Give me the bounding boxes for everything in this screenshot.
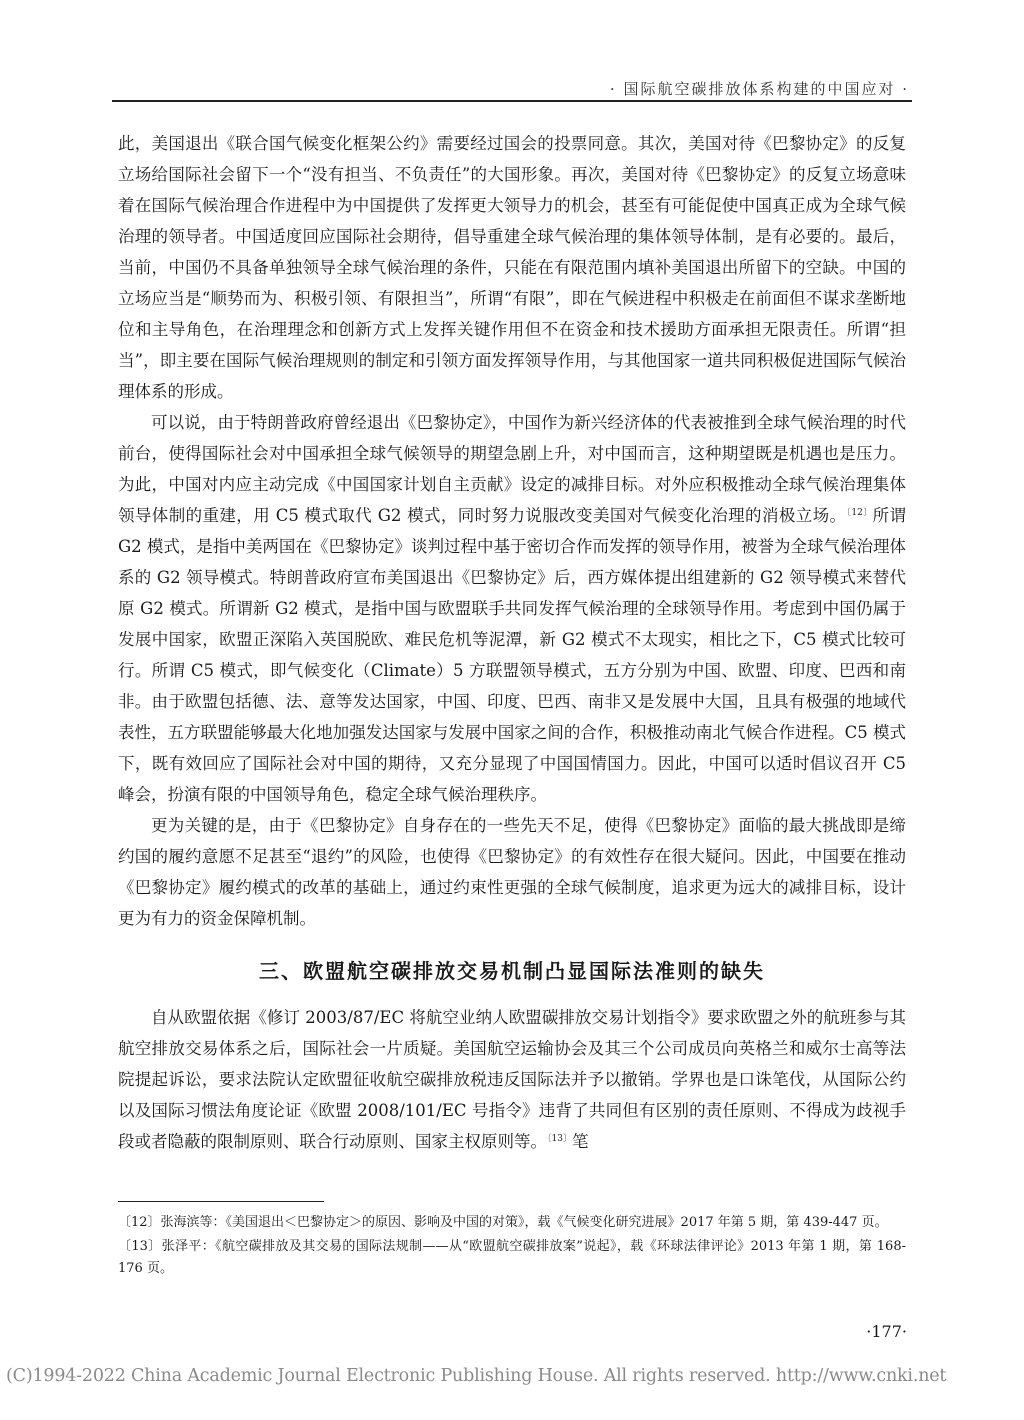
footnote: 〔13〕张泽平：《航空碳排放及其交易的国际法规制——从“欧盟航空碳排放案”说起》，载《环球法律评论》2013 年第 1 期，第 168-176 页。 xyxy=(118,1239,906,1276)
paragraph: 此，美国退出《联合国气候变化框架公约》需要经过国会的投票同意。其次，美国对待《巴黎协定》的反复立场给国际社会留下一个“没有担当、不负责任”的大国形象。再次，美国对待《巴黎协定》的反复立场意味着在国际气候治理合作进程中为中国提供了发挥更大领导力的机会，甚至有可能促使中国真正成为全球气候治理的领导者。中国适度回应国际社会期待，倡导重建全球气候治理的集体领导体制，是有必要的。最后，当前，中国仍不具备单独领导全球气候治理的条件，只能在有限范围内填补美国退出所留下的空缺。中国的立场应当是“顺势而为、积极引领、有限担当”，所谓“有限”，即在气候进程中积极走在前面但不谋求垄断地位和主导角色，在治理理念和创新方式上发挥关键作用但不在资金和技术援助方面承担无限责任。所谓“担当”，即主要在国际气候治理规则的制定和引领方面发挥领导作用，与其他国家一道共同积极促进国际气候治理体系的形成。 xyxy=(118,134,906,401)
paragraph xyxy=(118,1002,906,1157)
header-rule xyxy=(112,100,912,102)
article-body xyxy=(118,128,906,1157)
paragraph-text: 笔 xyxy=(571,1132,589,1151)
page-number: ·177· xyxy=(866,1322,907,1341)
paragraph: 更为关键的是，由于《巴黎协定》自身存在的一些先天不足，使得《巴黎协定》面临的最大挑战即是缔约国的履约意愿不足甚至“退约”的风险，也使得《巴黎协定》的有效性存在很大疑问。因此，中国要在推动《巴黎协定》履约模式的改革的基础上，通过约束性更强的全球气候制度，追求更为远大的减排目标，设计更为有力的资金保障机制。 xyxy=(118,816,906,928)
footnotes xyxy=(118,1212,906,1282)
section-heading: 三、欧盟航空碳排放交易机制凸显国际法准则的缺失 xyxy=(259,959,765,983)
footnote: 〔12〕张海滨等：《美国退出＜巴黎协定＞的原因、影响及中国的对策》，载《气候变化研究进展》2017 年第 5 期，第 439-447 页。 xyxy=(118,1215,888,1230)
paragraph-text: 所谓 G2 模式，是指中美两国在《巴黎协定》谈判过程中基于密切合作而发挥的领导作用，被誉为全球气候治理体系的 G2 领导模式。特朗普政府宣布美国退出《巴黎协定》后，西方媒体提出组建新的 G2 领导模式来替代原 G2 模式。所谓新 G2 模式，是指中国与欧盟联手共同发挥气候治理的全球领导作用。考虑到中国仍属于发展中国家，欧盟正深陷入英国脱欧、难民危机等泥潭，新 G2 模式不太现实，相比之下，C5 模式比较可行。所谓 C5 模式，即气候变化（Climate）5 方联盟领导模式，五方分别为中国、欧盟、印度、巴西和南非。由于欧盟包括德、法、意等发达国家，中国、印度、巴西、南非又是发展中大国，且具有极强的地域代表性，五方联盟能够最大化地加强发达国家与发展中国家之间的合作，积极推动南北气候合作进程。C5 模式下，既有效回应了国际社会对中国的期待，又充分显现了中国国情国力。因此，中国可以适时倡议召开 C5 峰会，扮演有限的中国领导角色，稳定全球气候治理秩序。 xyxy=(118,506,907,804)
running-head: · 国际航空碳排放体系构建的中国应对 · xyxy=(609,80,909,98)
copyright-watermark: (C)1994-2022 China Academic Journal Electronic Publishing House. All rights reserved. http://www.cnki.net xyxy=(6,1366,947,1386)
footnote-rule xyxy=(118,1201,324,1202)
footnote-ref[interactable]: 〔12〕 xyxy=(846,508,873,518)
paragraph-text: 可以说，由于特朗普政府曾经退出《巴黎协定》，中国作为新兴经济体的代表被推到全球气候治理的时代前台，使得国际社会对中国承担全球气候领导的期望急剧上升，对中国而言，这种期望既是机遇也是压力。为此，中国对内应主动完成《中国国家计划自主贡献》设定的减排目标。对外应积极推动全球气候治理集体领导体制的重建，用 C5 模式取代 G2 模式，同时努力说服改变美国对气候变化治理的消极立场。 xyxy=(118,413,906,525)
paragraph-text: 自从欧盟依据《修订 2003/87/EC 将航空业纳人欧盟碳排放交易计划指令》要求欧盟之外的航班参与其航空排放交易体系之后，国际社会一片质疑。美国航空运输协会及其三个公司成员向英格兰和威尔士高等法院提起诉讼，要求法院认定欧盟征收航空碳排放税违反国际法并予以撤销。学界也是口诛笔伐，从国际公约以及国际习惯法角度论证《欧盟 2008/101/EC 号指令》违背了共同但有区别的责任原则、不得成为歧视手段或者隐蔽的限制原则、联合行动原则、国家主权原则等。 xyxy=(118,1008,906,1151)
paragraph xyxy=(118,407,906,810)
footnote-ref[interactable]: 〔13〕 xyxy=(547,1134,572,1144)
